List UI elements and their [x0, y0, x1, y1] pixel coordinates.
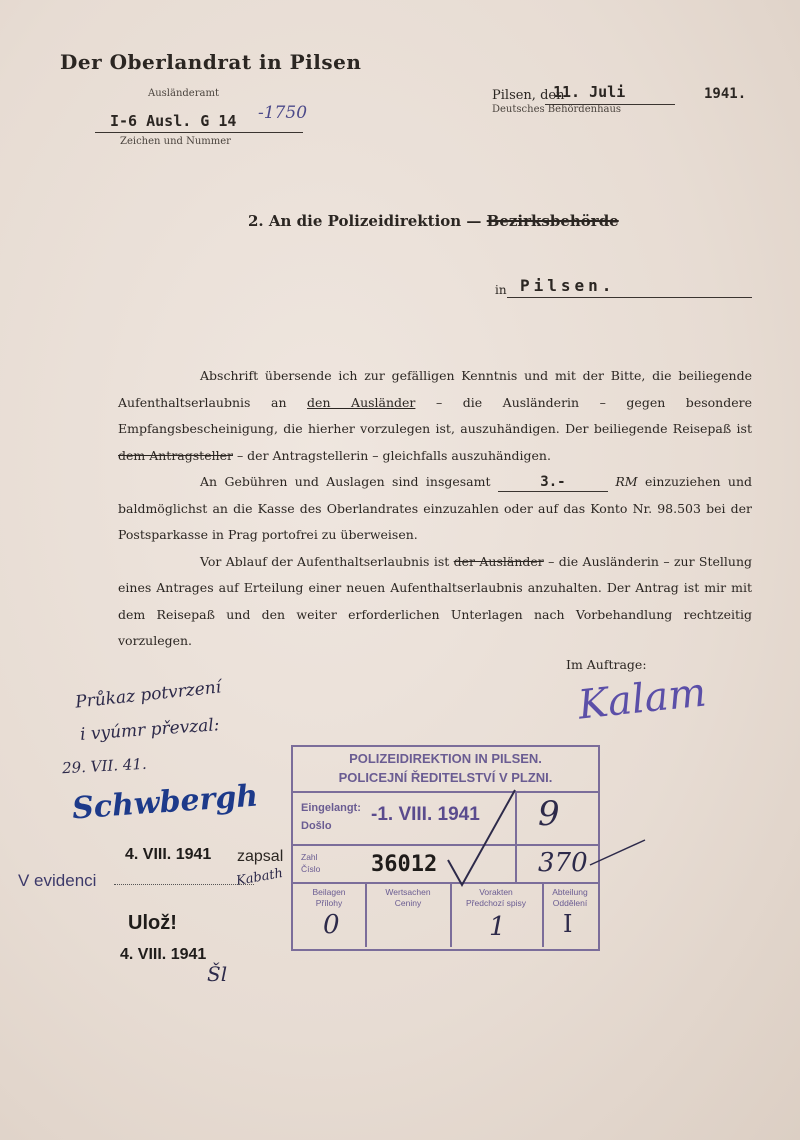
stamp-date-2: 4. VIII. 1941 [120, 946, 207, 963]
stamp-zapsal-signature: Kabath [235, 866, 285, 889]
reference-caption: Zeichen und Nummer [120, 136, 231, 147]
authority-title: Der Oberlandrat in Pilsen [60, 50, 362, 74]
p1-text-c: – der Antragstellerin – gleichfalls auszuhändigen. [236, 447, 551, 463]
col2-de: Wertsachen [385, 887, 431, 897]
signature-handwritten: Kalam [575, 669, 709, 729]
paragraph-1 [118, 363, 752, 469]
p3-struck: der Ausländer [453, 553, 544, 569]
paragraph-2 [118, 469, 752, 549]
note-line-2: i vyúmr převzal: [79, 715, 221, 745]
signature-label: Im Auftrage: [566, 657, 647, 672]
p1-struck-1: den Ausländer [307, 394, 416, 410]
addressee-city: Pilsen. [520, 276, 616, 295]
entry-number: 36012 [371, 852, 438, 877]
p2-text-b: einzuziehen und baldmöglichst an die Kasse des Oberlandrates einzuzahlen oder auf das Konto Nr. 98.503 bei der Postsparkasse in Prag portofrei zu überweisen. [118, 474, 753, 542]
p3-text-a: Vor Ablauf der Aufenthaltserlaubnis ist [200, 553, 450, 569]
stamp-title-cs: POLICEJNÍ ŘEDITELSTVÍ V PLZNI. [338, 770, 553, 785]
addressee-struck: Bezirksbehörde [486, 212, 619, 230]
received-label-cs: Došlo [301, 820, 332, 832]
number-label-cs: Číslo [301, 864, 321, 874]
col4-value: I [563, 910, 573, 938]
p1-struck-2: dem Antragsteller [118, 447, 233, 463]
reference-number-handwritten: -1750 [258, 103, 308, 123]
stamp-zapsal: zapsal [237, 848, 284, 865]
evidence-line [114, 884, 254, 885]
stamp-title-de: POLIZEIDIREKTION IN PILSEN. [349, 751, 542, 766]
paragraph-3 [118, 549, 752, 655]
letter-year: 1941. [704, 86, 747, 102]
col1-cs: Přílohy [315, 898, 343, 908]
checkmark-stroke [440, 780, 650, 900]
stamp-evidence: V evidenci [18, 871, 97, 890]
col-beilagen [293, 887, 365, 909]
letter-date: 11. Juli [553, 83, 626, 101]
letter-body [118, 363, 752, 655]
col3-value: 1 [489, 912, 506, 942]
in-label: in [495, 283, 507, 297]
addressee-line [248, 212, 619, 230]
col3-cs: Předchozí spisy [466, 898, 526, 908]
stamp-initials: Šl [207, 962, 228, 986]
fee-currency: RM [615, 474, 638, 489]
col2-cs: Ceniny [394, 898, 422, 908]
number-extra: 370 [538, 848, 588, 878]
p2-text-a: An Gebühren und Auslagen sind insgesamt [200, 474, 491, 489]
received-extra: 9 [538, 794, 560, 834]
note-line-3: 29. VII. 41. [61, 754, 148, 778]
place-prefix: Pilsen, den [492, 88, 565, 103]
received-date: -1. VIII. 1941 [371, 804, 480, 825]
p1-text-a: Abschrift übersende ich zur gefälligen Kenntnis und mit der Bitte, die beiliegende Aufenthaltserlaubnis an [118, 368, 752, 410]
fee-amount: 3.- [498, 473, 608, 492]
building-label: Deutsches Behördenhaus [492, 104, 622, 115]
received-label-de: Eingelangt: [301, 802, 361, 814]
p3-text-b: – die Ausländerin – zur Stellung eines Antrages auf Erteilung einer neuen Aufenthaltserlaubnis anzuhalten. Der Antrag ist mir mit dem Reisepaß und den weiter erforderlichen Unterlagen nach Vorbehandlung rechtzeitig vorzulegen. [118, 553, 753, 648]
number-label-de: Zahl [301, 852, 318, 862]
note-line-1: Průkaz potvrzení [74, 677, 223, 713]
col1-value: 0 [323, 910, 340, 940]
addressee-text: 2. An die Polizeidirektion — [248, 212, 482, 230]
note-signature: Schwbergh [71, 778, 260, 827]
stamp-uloz: Ulož! [128, 912, 177, 934]
p1-text-b: – die Ausländerin – gegen besondere Empfangsbescheinigung, die hierher vorzulegen ist, auszuhändigen. Der beiliegende Reisepaß ist [118, 394, 752, 436]
col-wertsachen [367, 887, 449, 909]
stamp-date-1: 4. VIII. 1941 [125, 846, 212, 863]
col1-de: Beilagen [312, 887, 346, 897]
col4-de: Abteilung [552, 887, 588, 897]
department-label: Ausländeramt [148, 88, 219, 99]
reference-code: I-6 Ausl. G 14 [110, 112, 237, 130]
col4-cs: Oddělení [552, 898, 588, 908]
col3-de: Vorakten [479, 887, 513, 897]
